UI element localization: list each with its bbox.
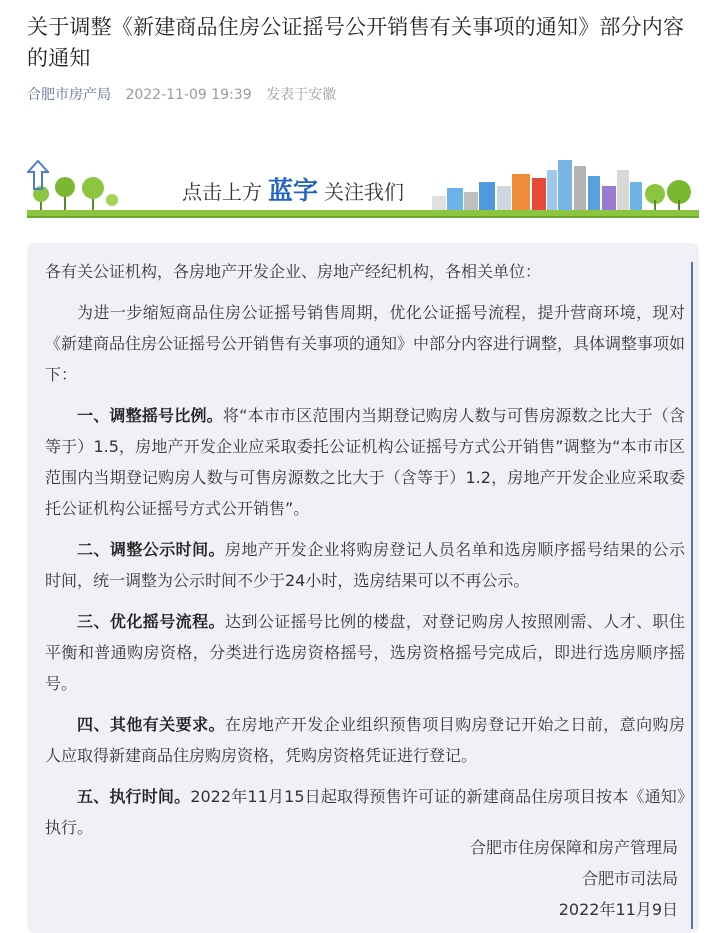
item-text: 将“本市市区范围内当期登记购房人数与可售房源数之比大于（含等于）1.5，房地产开发企业应采取委托公证机构公证摇号方式公开销售”调整为“本市市区范围内当期登记购房人数与可售房源数之比大于（含等于）1.2，房地产开发企业应采取委托公证机构公证摇号方式公开销售”。 (45, 406, 685, 518)
follow-prompt[interactable] (182, 178, 404, 205)
item-3 (45, 606, 685, 699)
item-heading: 四、其他有关要求。 (77, 715, 225, 734)
item-4 (45, 709, 685, 771)
item-text: 房地产开发企业将购房登记人员名单和选房顺序摇号结果的公示时间，统一调整为公示时间不少于24小时，选房结果可以不再公示。 (45, 540, 685, 590)
city-skyline-icon (432, 160, 691, 210)
article-title: 关于调整《新建商品住房公证摇号公开销售有关事项的通知》部分内容的通知 (27, 15, 685, 70)
item-heading: 二、调整公示时间。 (77, 540, 225, 559)
greeting: 各有关公证机构，各房地产开发企业、房地产经纪机构，各相关单位： (45, 262, 542, 281)
notice-body (45, 256, 685, 853)
follow-prompt-suffix: 关注我们 (324, 180, 405, 204)
follow-banner (27, 160, 699, 222)
signature-block (378, 832, 678, 925)
publish-datetime: 2022-11-09 19:39 (125, 87, 252, 103)
up-arrow-icon (27, 160, 49, 190)
item-heading: 五、执行时间。 (77, 787, 191, 806)
publish-location: 发表于安徽 (266, 87, 337, 103)
signature-org-1: 合肥市住房保障和房产管理局 (469, 838, 678, 857)
item-text: 达到公证摇号比例的楼盘，对登记购房人按照刚需、人才、职住平衡和普通购房资格，分类进行选房资格摇号，选房资格摇号完成后，即进行选房顺序摇号。 (45, 612, 685, 693)
item-text: 2022年11月15日起取得预售许可证的新建商品住房项目按本《通知》执行。 (45, 787, 685, 837)
source-link[interactable]: 合肥市房产局 (27, 87, 111, 103)
item-heading: 三、优化摇号流程。 (77, 612, 225, 631)
signature-org-2: 合肥市司法局 (581, 869, 678, 888)
follow-prompt-highlight: 蓝字 (268, 176, 319, 205)
item-1 (45, 400, 685, 524)
item-2 (45, 534, 685, 596)
signature-date: 2022年11月9日 (558, 900, 678, 919)
item-text: 在房地产开发企业组织预售项目购房登记开始之日前，意向购房人应取得新建商品住房购房资格，凭购房资格凭证进行登记。 (45, 715, 685, 765)
item-heading: 一、调整摇号比例。 (77, 406, 223, 425)
article-meta (27, 86, 346, 104)
scrollbar[interactable] (691, 262, 693, 929)
intro-paragraph: 为进一步缩短商品住房公证摇号销售周期，优化公证摇号流程，提升营商环境，现对《新建商品住房公证摇号公开销售有关事项的通知》中部分内容进行调整，具体调整事项如下： (45, 303, 686, 384)
follow-prompt-prefix: 点击上方 (182, 180, 262, 204)
